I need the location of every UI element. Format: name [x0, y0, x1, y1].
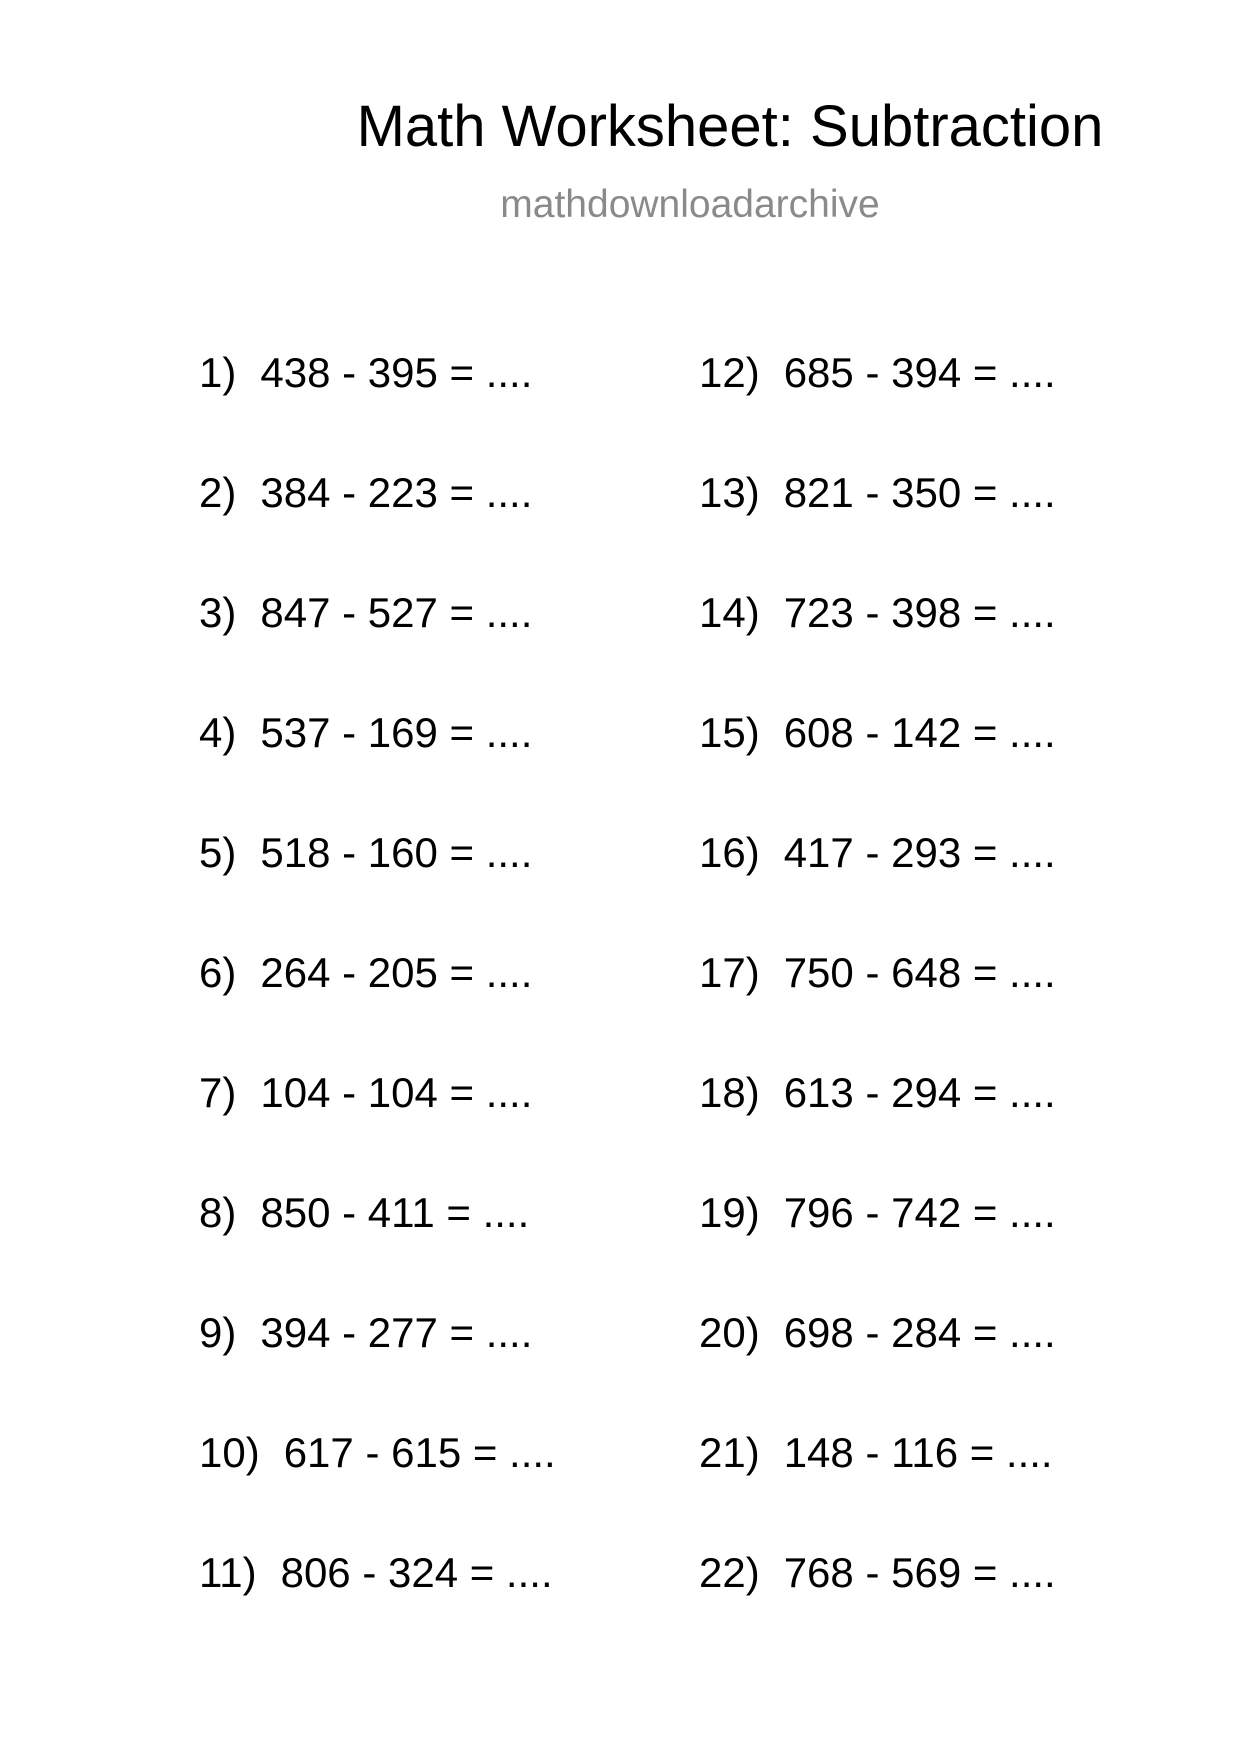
problem-3: [199, 588, 532, 638]
problem-14: [699, 588, 1056, 638]
problem-number: 21): [699, 1429, 760, 1476]
problem-expression: 148 - 116 = ....: [783, 1429, 1053, 1476]
problem-expression: 104 - 104 = ....: [260, 1069, 533, 1116]
problem-21: [699, 1428, 1053, 1478]
problem-8: [199, 1188, 529, 1238]
problem-expression: 518 - 160 = ....: [260, 829, 533, 876]
problem-number: 1): [199, 349, 237, 396]
problem-expression: 417 - 293 = ....: [783, 829, 1056, 876]
problem-expression: 685 - 394 = ....: [783, 349, 1056, 396]
problem-expression: 850 - 411 = ....: [260, 1189, 530, 1236]
problem-expression: 608 - 142 = ....: [783, 709, 1056, 756]
problem-2: [199, 468, 532, 518]
problem-9: [199, 1308, 532, 1358]
problem-expression: 847 - 527 = ....: [260, 589, 533, 636]
problem-expression: 698 - 284 = ....: [783, 1309, 1056, 1356]
problem-1: [199, 348, 532, 398]
problem-expression: 750 - 648 = ....: [783, 949, 1056, 996]
problem-number: 15): [699, 709, 760, 756]
problem-number: 3): [199, 589, 237, 636]
problem-expression: 806 - 324 = ....: [280, 1549, 553, 1596]
problem-5: [199, 828, 532, 878]
problem-10: [199, 1428, 556, 1478]
problem-number: 16): [699, 829, 760, 876]
problem-expression: 264 - 205 = ....: [260, 949, 533, 996]
problem-20: [699, 1308, 1056, 1358]
problem-22: [699, 1548, 1056, 1598]
problem-number: 18): [699, 1069, 760, 1116]
problem-expression: 723 - 398 = ....: [783, 589, 1056, 636]
problem-expression: 384 - 223 = ....: [260, 469, 533, 516]
problem-expression: 768 - 569 = ....: [783, 1549, 1056, 1596]
problem-7: [199, 1068, 532, 1118]
problem-number: 17): [699, 949, 760, 996]
problem-expression: 617 - 615 = ....: [283, 1429, 556, 1476]
problem-expression: 394 - 277 = ....: [260, 1309, 533, 1356]
problem-number: 14): [699, 589, 760, 636]
problem-number: 11): [199, 1549, 257, 1596]
problem-18: [699, 1068, 1056, 1118]
problem-12: [699, 348, 1056, 398]
problem-4: [199, 708, 532, 758]
problem-number: 12): [699, 349, 760, 396]
problem-number: 7): [199, 1069, 237, 1116]
problem-number: 9): [199, 1309, 237, 1356]
problem-19: [699, 1188, 1056, 1238]
worksheet-title: Math Worksheet: Subtraction: [356, 94, 1104, 159]
problem-6: [199, 948, 532, 998]
problem-expression: 821 - 350 = ....: [783, 469, 1056, 516]
problem-expression: 438 - 395 = ....: [260, 349, 533, 396]
problem-expression: 613 - 294 = ....: [783, 1069, 1056, 1116]
problem-number: 2): [199, 469, 237, 516]
problem-number: 22): [699, 1549, 760, 1596]
problem-number: 4): [199, 709, 237, 756]
worksheet-subtitle: mathdownloadarchive: [500, 183, 880, 226]
problem-17: [699, 948, 1056, 998]
problem-11: [199, 1548, 553, 1598]
problem-15: [699, 708, 1056, 758]
problem-16: [699, 828, 1056, 878]
problem-number: 6): [199, 949, 237, 996]
problem-number: 8): [199, 1189, 237, 1236]
problem-number: 10): [199, 1429, 260, 1476]
problem-13: [699, 468, 1056, 518]
problem-number: 20): [699, 1309, 760, 1356]
problem-number: 19): [699, 1189, 760, 1236]
problem-expression: 796 - 742 = ....: [783, 1189, 1056, 1236]
problem-expression: 537 - 169 = ....: [260, 709, 533, 756]
problem-number: 5): [199, 829, 237, 876]
problem-number: 13): [699, 469, 760, 516]
